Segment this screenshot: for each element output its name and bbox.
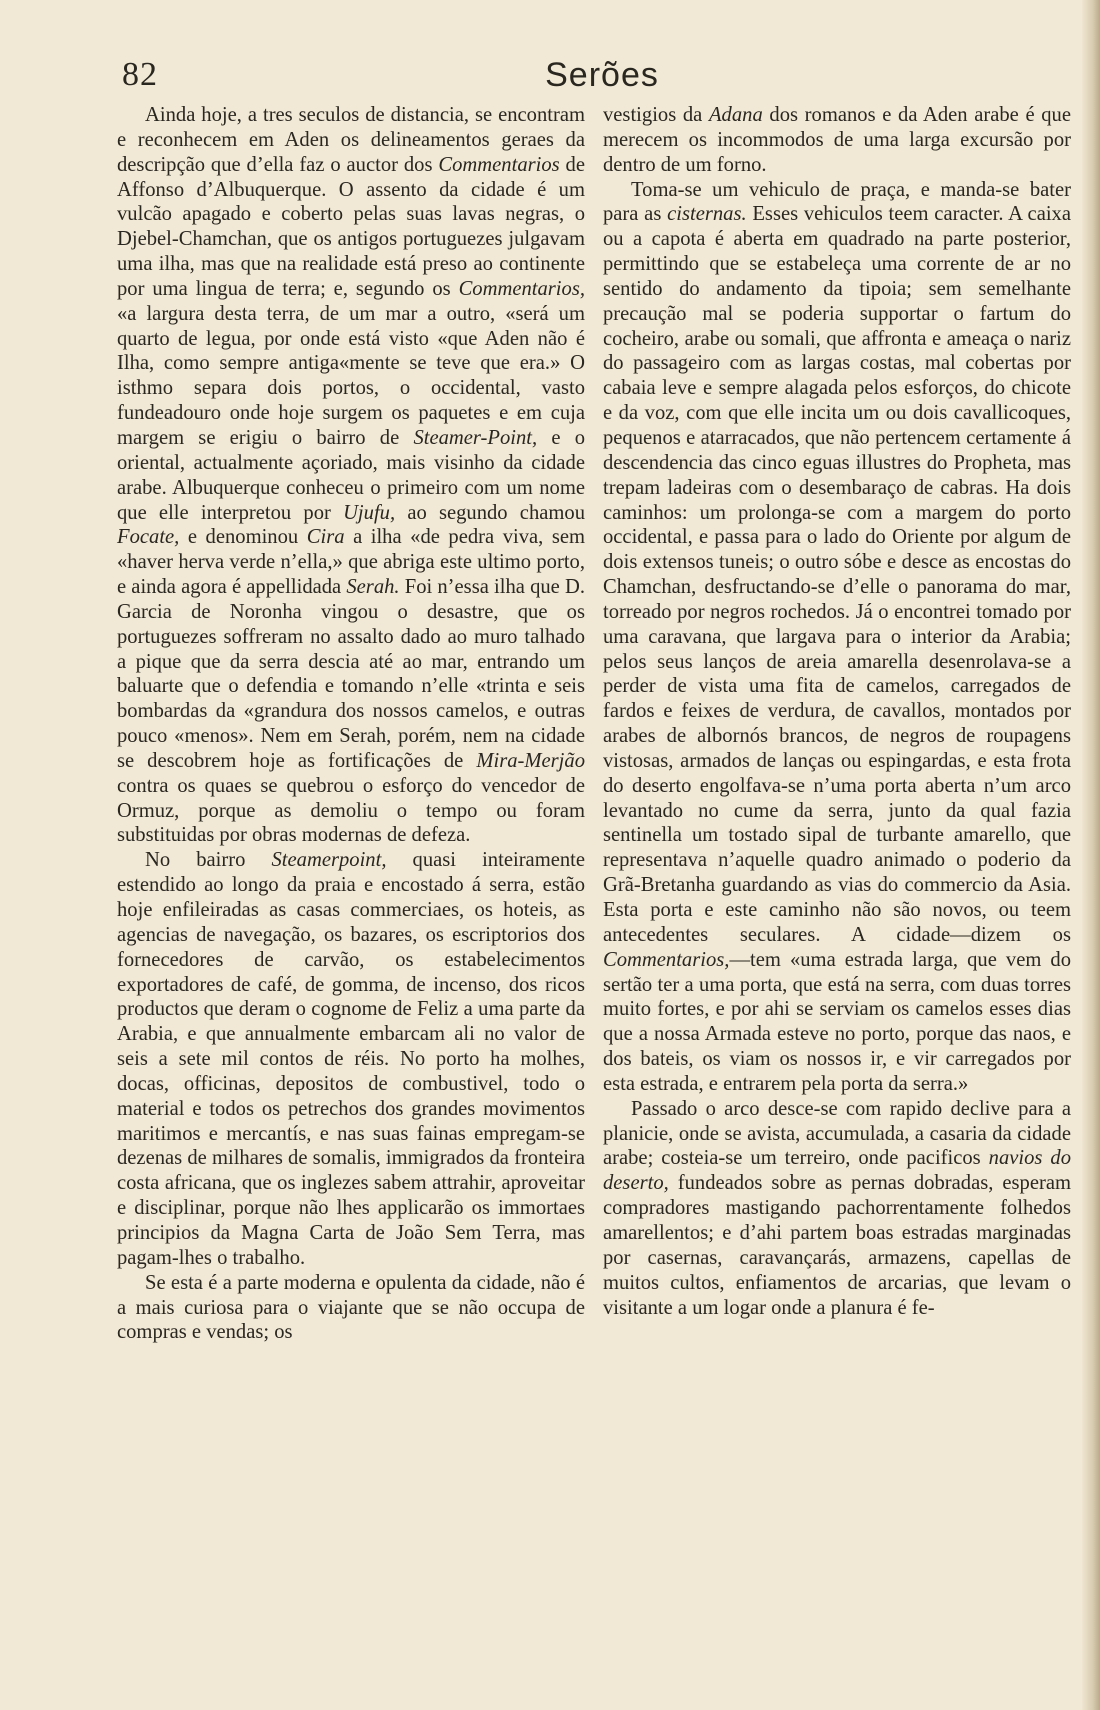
paragraph: Ainda hoje, a tres seculos de distancia, se encontram e reconhecem em Aden os delineamentos geraes da descripção que d’ella faz o auctor dos Commentarios de Affonso d’Albuquerque. O assento da cidade é um vulcão apagado e coberto pelas suas lavas negras, o Djebel-Chamchan, que os antigos portuguezes julgavam uma ilha, mas que na realidade está preso ao continente por uma lingua de terra; e, segundo os Commentarios, «a largura desta terra, de um mar a outro, «será um quarto de legua, por onde está visto «que Aden não é Ilha, como sempre antiga«mente se teve que era.» O isthmo separa dois portos, o occidental, vasto fundeadouro onde hoje surgem os paquetes e em cuja margem se erigiu o bairro de Steamer-Point, e o oriental, actualmente açoriado, mais visinho da cidade arabe. Albuquerque conheceu o primeiro com um nome que elle interpretou por Ujufu, ao segundo chamou Focate, e denominou Cira a ilha «de pedra viva, sem «haver herva verde n’ella,» que abriga este ultimo porto, e ainda agora é appellidada Serah. Foi n’essa ilha que D. Garcia de Noronha vingou o desastre, que os portuguezes soffreram no assalto dado ao muro talhado a pique que da serra descia até ao mar, entrando um baluarte que o defendia e tomando n’elle «trinta e seis bombardas da «grandura dos nossos camelos, e outras pouco «menos». Nem em Serah, porém, nem na cidade se descobrem hoje as fortificações de Mira-Merjão contra os quaes se quebrou o esforço do vencedor de Ormuz, porque as demoliu o tempo ou foram substituidas por obras modernas de defeza. (117, 104, 586, 847)
right-column (603, 103, 1071, 1320)
page-header (122, 55, 1072, 105)
page-edge (1082, 0, 1100, 1710)
page-number: 82 (122, 56, 158, 93)
paragraph: Toma-se um vehiculo de praça, e manda-se bater para as cisternas. Esses vehiculos teem caracter. A caixa ou a capota é aberta em quadrado na parte posterior, permittindo que se estabeleça uma corrente de ar no sentido do andamento da tipoia; sem semelhante precaução mal se poderia supportar o fartum do cocheiro, arabe ou somali, que affronta e ameaça o nariz do passageiro com as largas costas, mal cobertas por cabaia leve e sempre alagada pelos esforços, do chicote e da voz, com que elle incita um ou dois cavallicoques, pequenos e atarracados, que não pertencem certamente á descendencia das cinco eguas illustres do Propheta, mas trepam ladeiras com o desembaraço de cabras. Ha dois caminhos: um prolonga-se com a margem do porto occidental, e passa para o lado do Oriente por algum de dois extensos tuneis; o outro sóbe e desce as encostas do Chamchan, desfructando-se d’elle o panorama do mar, torreado por negros rochedos. Já o encontrei tomado por uma caravana, que largava para o interior da Arabia; pelos seus lanços de areia amarella desenrolava-se a perder de vista uma fita de camelos, carregados de fardos e feixes de verdura, de cavallos, montados por arabes de albornós brancos, de negros de roupagens vistosas, armados de lanças ou espingardas, e esta frota do deserto engolfava-se n’uma porta aberta n’um arco levantado no cume da serra, junto da qual fazia sentinella um tostado sipal de turbante amarello, que representava n’aquelle quadro animado o poderio da Grã-Bretanha guardando as vias do commercio da Asia. Esta porta e este caminho não são novos, ou teem antecedentes seculares. A cidade—dizem os Commentarios,—tem «uma estrada larga, que vem do sertão ter a uma porta, que está na serra, com duas torres muito fortes, e por ahi se serviam os camelos esses dias que a nossa Armada esteve no porto, porque das naos, e dos bateis, os viam os nossos ir, e vir carregados por esta estrada, e entrarem pela porta da serra.» (603, 178, 1071, 1095)
running-title: Serões (545, 56, 659, 94)
left-column (117, 103, 585, 1345)
paragraph: No bairro Steamerpoint, quasi inteiramente estendido ao longo da praia e encostado á serra, estão hoje enfileiradas as casas commerciaes, os hoteis, as agencias de navegação, os bazares, os escriptorios dos fornecedores de carvão, os estabelecimentos exportadores de café, de gomma, de incenso, dos ricos productos que deram o cognome de Feliz a uma parte da Arabia, e que annualmente embarcam ali no valor de seis a sete mil contos de réis. No porto ha molhes, docas, officinas, depositos de combustivel, todo o material e todos os petrechos dos grandes movimentos maritimos e mercantís, e nas suas fainas empregam-se dezenas de milhares de somalis, immigrados da fronteira costa africana, que os inglezes sabem attrahir, aproveitar e disciplinar, porque não lhes applicarão os immortaes principios da Magna Carta de João Sem Terra, mas pagam-lhes o trabalho. (117, 849, 586, 1269)
paragraph: Se esta é a parte moderna e opulenta da cidade, não é a mais curiosa para o viajante que se não occupa de compras e vendas; os (117, 1271, 585, 1344)
paragraph: vestigios da Adana dos romanos e da Aden arabe é que merecem os incommodos de uma larga excursão por dentro de um forno. (603, 104, 1071, 176)
paragraph: Passado o arco desce-se com rapido declive para a planicie, onde se avista, accumulada, a casaria da cidade arabe; costeia-se um terreiro, onde pacificos navios do deserto, fundeados sobre as pernas dobradas, esperam compradores mastigando pachorrentamente folhedos amarellentos; e d’ahi partem boas estradas marginadas por casernas, caravançarás, armazens, capellas de muitos cultos, enfiamentos de arcarias, que levam o visitante a um logar onde a planura é fe- (603, 1097, 1071, 1319)
